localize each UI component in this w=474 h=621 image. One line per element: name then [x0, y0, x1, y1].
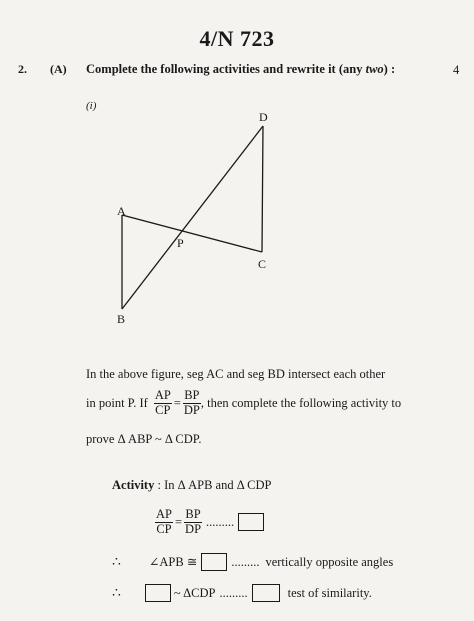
- reason-text: vertically opposite angles: [265, 554, 394, 569]
- reason-text: test of similarity.: [287, 585, 372, 600]
- answer-box-1[interactable]: [238, 513, 264, 531]
- leader-dots: .........: [231, 554, 260, 569]
- activity-context: : In Δ APB and Δ CDP: [154, 478, 272, 492]
- fraction-denominator: DP: [183, 402, 200, 417]
- question-marks: 4: [453, 63, 460, 77]
- activity-heading: [112, 478, 272, 493]
- fraction-numerator: AP: [154, 387, 171, 402]
- segment-ac: [122, 215, 262, 252]
- leader-dots: .........: [206, 514, 235, 529]
- activity-label: Activity: [112, 478, 155, 492]
- fraction-numerator: BP: [184, 387, 200, 402]
- activity-row-3: [112, 583, 372, 603]
- problem-line-3: prove Δ ABP ~ Δ CDP.: [86, 432, 202, 446]
- question-number: 2.: [18, 62, 27, 76]
- fraction-bp-dp: [184, 508, 202, 537]
- activity-row-1: [155, 505, 264, 539]
- label-a: A: [117, 204, 126, 218]
- therefore-symbol: ∴: [112, 585, 121, 601]
- problem-line-2-post: , then complete the following activity to: [200, 395, 402, 410]
- label-b: B: [117, 312, 126, 326]
- therefore-symbol: ∴: [112, 554, 121, 570]
- label-p: P: [177, 236, 184, 250]
- problem-line-1: In the above figure, seg AC and seg BD intersect each other: [86, 367, 386, 381]
- fraction-ap-cp: [155, 508, 173, 537]
- question-text-emphasis: two: [365, 62, 384, 76]
- problem-line-2-pre: in point P. If: [86, 395, 148, 410]
- leader-dots: .........: [219, 585, 248, 600]
- question-text-pre: Complete the following activities and rewrite it (any: [86, 62, 366, 76]
- equals-sign: =: [173, 395, 181, 410]
- fraction-ap-cp: [154, 389, 172, 418]
- activity-row-2: [112, 552, 393, 572]
- segment-db: [122, 126, 263, 309]
- page-title: 4/N 723: [199, 26, 275, 51]
- label-c: C: [258, 257, 267, 271]
- problem-line-2: [86, 386, 401, 420]
- answer-box-4[interactable]: [252, 584, 280, 602]
- question-text-post: ) :: [383, 62, 396, 76]
- label-d: D: [259, 110, 268, 124]
- equals-sign: =: [174, 514, 183, 529]
- fraction-bp-dp: [183, 389, 201, 418]
- answer-box-3[interactable]: [145, 584, 171, 602]
- fraction-numerator: BP: [185, 506, 201, 521]
- fraction-denominator: CP: [156, 521, 172, 536]
- question-part: (A): [50, 62, 67, 76]
- fraction-denominator: DP: [185, 521, 202, 536]
- fraction-numerator: AP: [156, 506, 172, 521]
- fraction-denominator: CP: [155, 402, 171, 417]
- segment-dc: [262, 126, 263, 252]
- sub-question-number: (i): [86, 100, 97, 112]
- similar-triangle-cdp: ~ ΔCDP: [173, 585, 216, 600]
- angle-apb-congruent: ∠APB ≅: [148, 555, 198, 569]
- answer-box-2[interactable]: [201, 553, 227, 571]
